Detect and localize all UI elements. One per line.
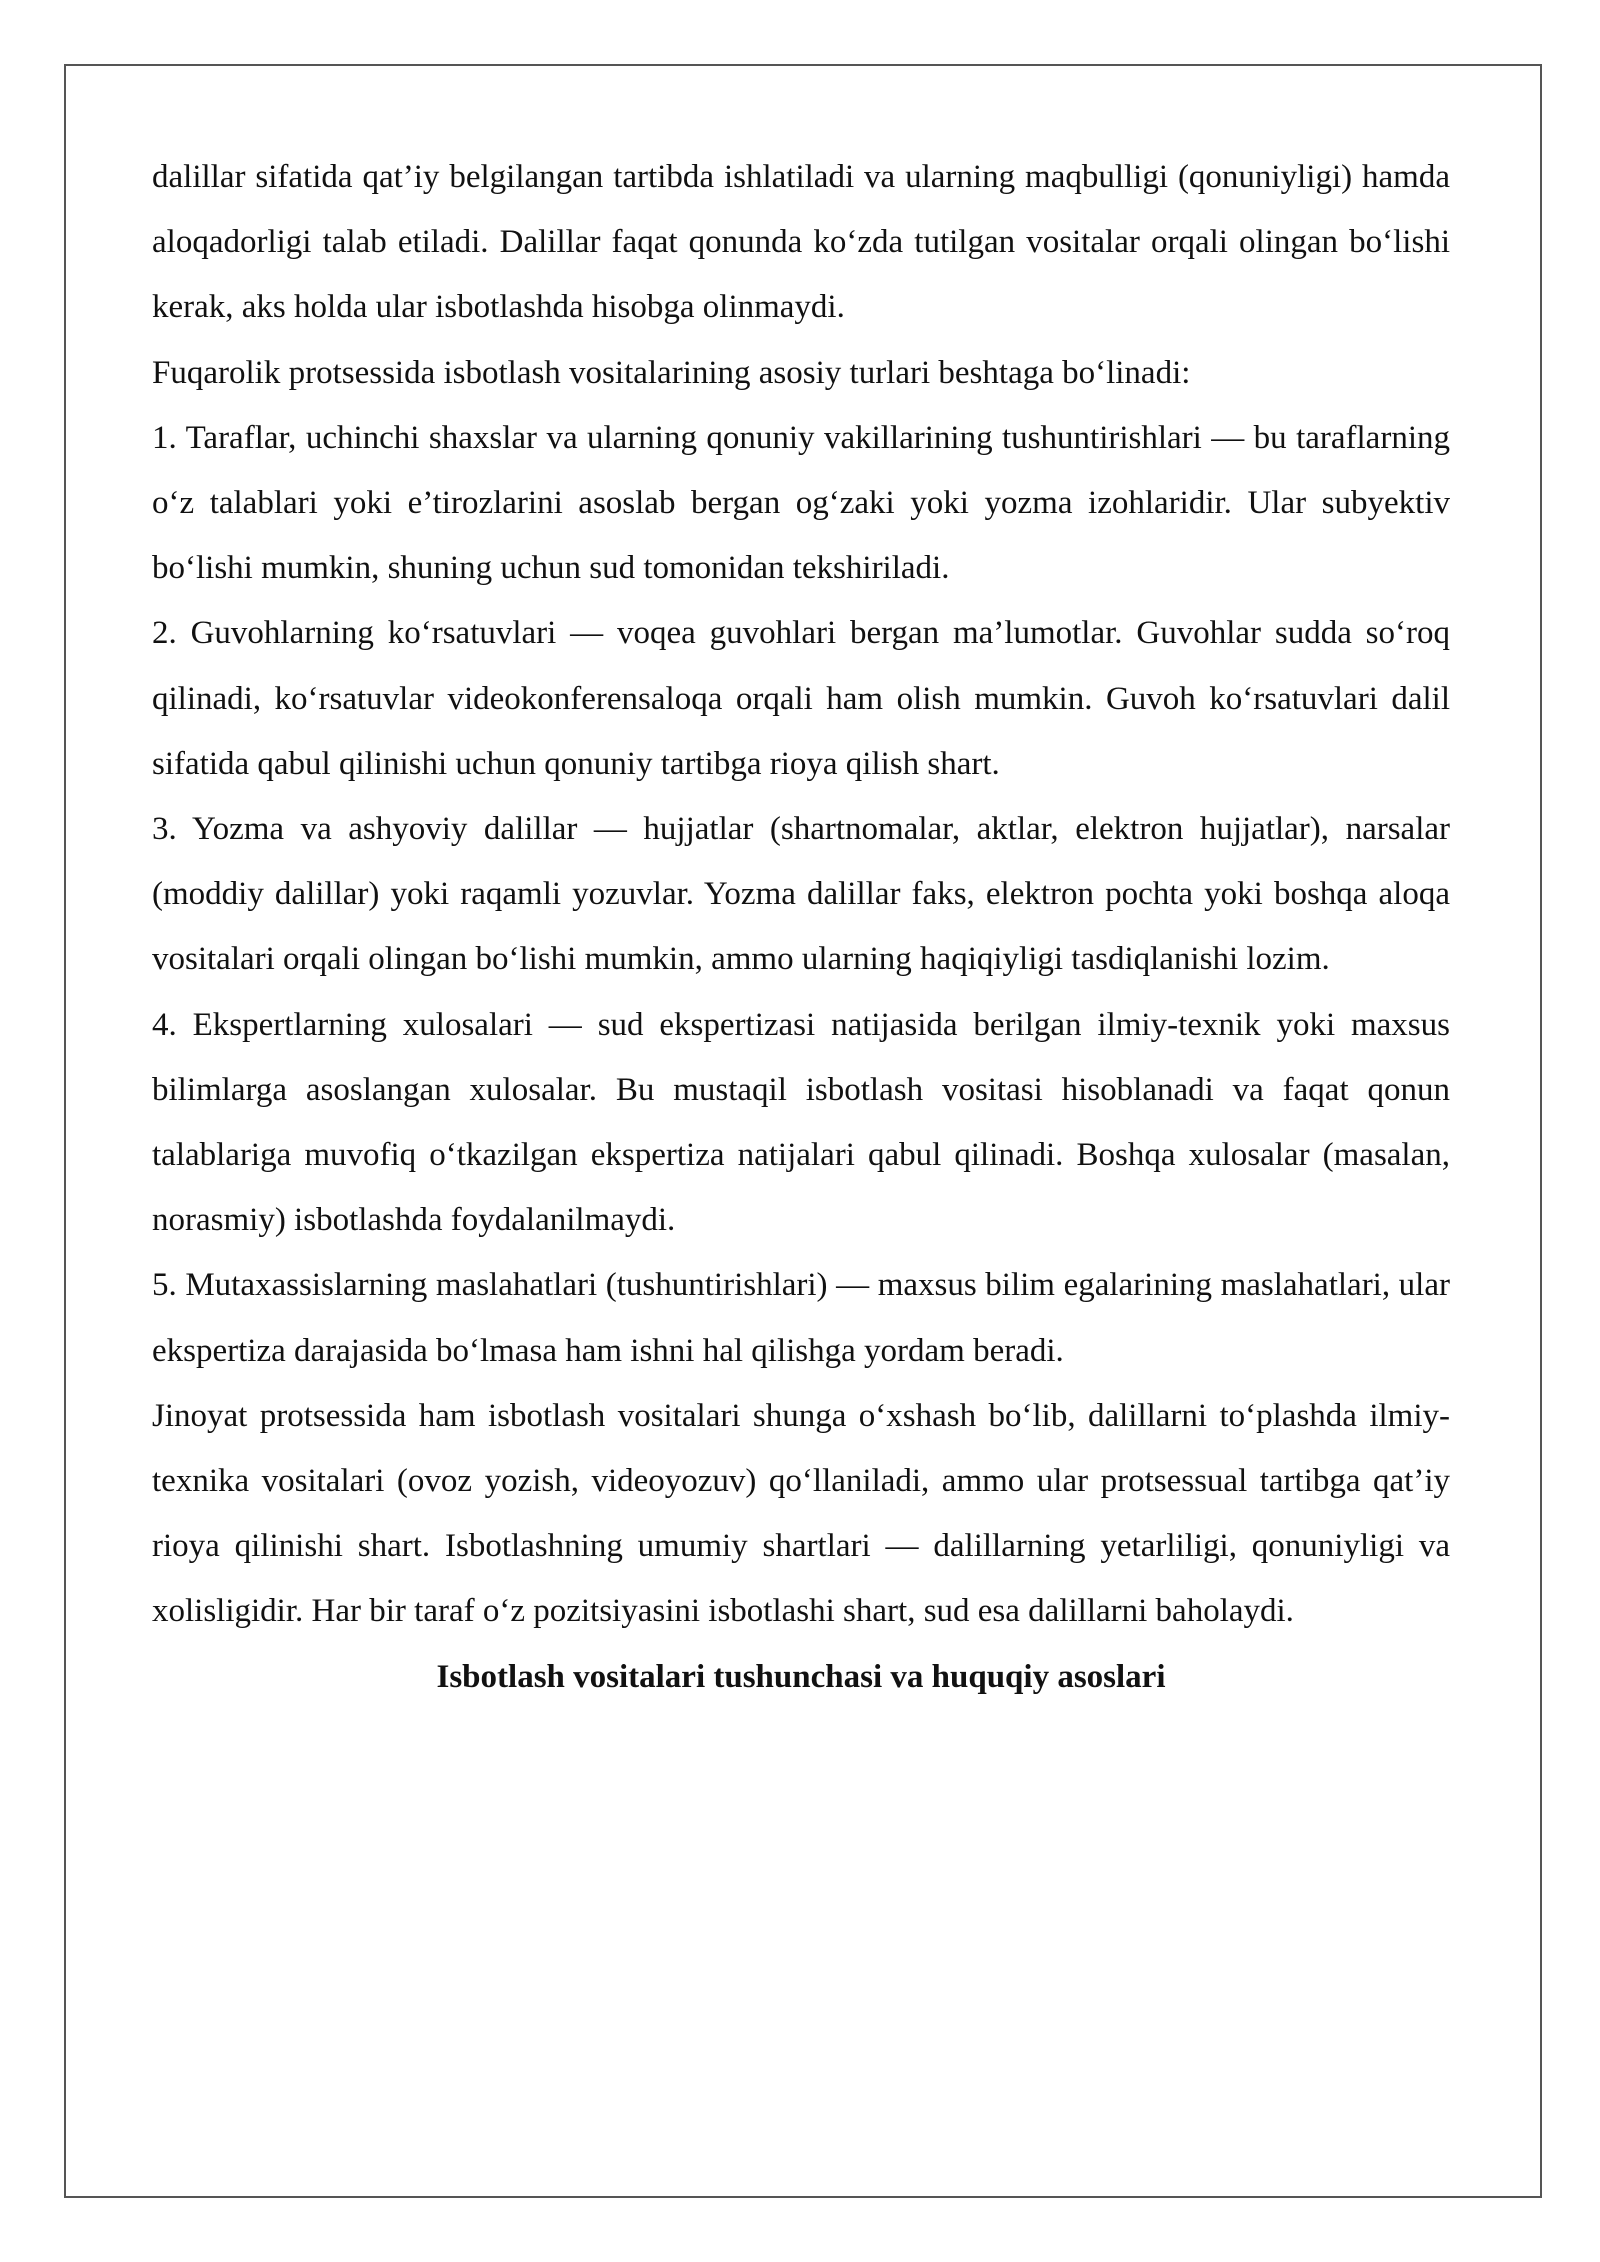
list-item-specialist-advice: 5. Mutaxassislarning maslahatlari (tushuntirishlari) — maxsus bilim egalarining maslahatlari, ular ekspertiza darajasida bo‘lmasa ham ishni hal qilishga yordam beradi. xyxy=(152,1267,1450,1369)
list-item-party-explanations: 1. Taraflar, uchinchi shaxslar va ularning qonuniy vakillarining tushuntirishlari — bu taraflarning o‘z talablari yoki e’tirozlarini asoslab bergan og‘zaki yoki yozma izohlaridir. Ular subyektiv bo‘lishi mumkin, shuning uchun sud tomonidan tekshiriladi. xyxy=(152,419,1450,587)
paragraph-types-lead: Fuqarolik protsessida isbotlash vositalarining asosiy turlari beshtaga bo‘linadi: xyxy=(152,354,1191,391)
paragraph-criminal-process: Jinoyat protsessida ham isbotlash vositalari shunga o‘xshash bo‘lib, dalillarni to‘plashda ilmiy-texnika vositalari (ovoz yozish, videoyozuv) qo‘llaniladi, ammo ular protsessual tartibga qat’iy rioya qilinishi shart. Isbotlashning umumiy shartlari — dalillarning yetarliligi, qonuniyligi va xolisligidir. Har bir taraf o‘z pozitsiyasini isbotlashi shart, sud esa dalillarni baholaydi. xyxy=(152,1397,1450,1630)
paragraph-intro: dalillar sifatida qat’iy belgilangan tartibda ishlatiladi va ularning maqbulligi (qonuniyligi) hamda aloqadorligi talab etiladi. Dalillar faqat qonunda ko‘zda tutilgan vositalar orqali olingan bo‘lishi kerak, aks holda ular isbotlashda hisobga olinmaydi. xyxy=(152,159,1450,326)
list-item-written-physical-evidence: 3. Yozma va ashyoviy dalillar — hujjatlar (shartnomalar, aktlar, elektron hujjatlar), narsalar (moddiy dalillar) yoki raqamli yozuvlar. Yozma dalillar faks, elektron pochta yoki boshqa aloqa vositalari orqali olingan bo‘lishi mumkin, ammo ularning haqiqiyligi tasdiqlanishi lozim. xyxy=(152,811,1450,978)
list-item-witness-testimony: 2. Guvohlarning ko‘rsatuvlari — voqea guvohlari bergan ma’lumotlar. Guvohlar sudda so‘roq qilinadi, ko‘rsatuvlar videokonferensaloqa orqali ham olish mumkin. Guvoh ko‘rsatuvlari dalil sifatida qabul qilinishi uchun qonuniy tartibga rioya qilish shart. xyxy=(152,615,1450,782)
document-body xyxy=(152,145,1450,1710)
list-item-expert-conclusions: 4. Ekspertlarning xulosalari — sud ekspertizasi natijasida berilgan ilmiy-texnik yoki maxsus bilimlarga asoslangan xulosalar. Bu mustaqil isbotlash vositasi hisoblanadi va faqat qonun talablariga muvofiq o‘tkazilgan ekspertiza natijalari qabul qilinadi. Boshqa xulosalar (masalan, norasmiy) isbotlashda foydalanilmaydi. xyxy=(152,1006,1450,1239)
section-heading: Isbotlash vositalari tushunchasi va huquqiy asoslari xyxy=(436,1658,1166,1695)
